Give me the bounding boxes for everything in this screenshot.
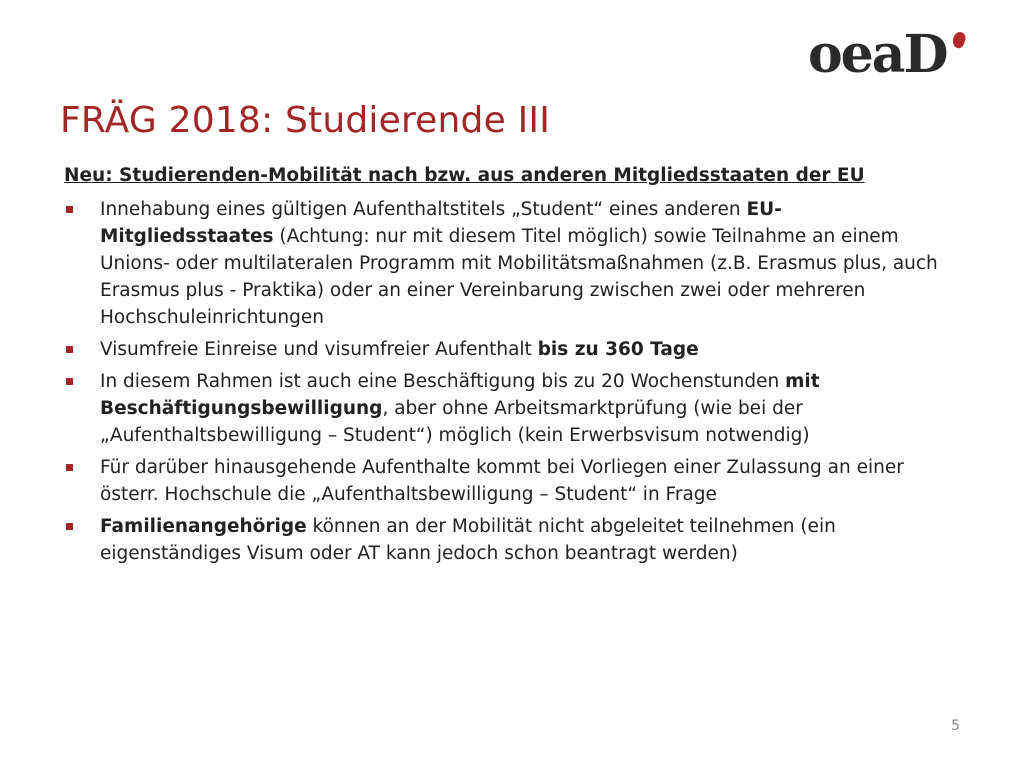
bullet-item [64,454,954,508]
bullet-list [64,196,954,567]
slide-content [64,162,954,572]
bullet-item [64,196,954,331]
logo-text: oeaD [808,24,947,85]
bullet-item [64,513,954,567]
square-bullet-icon [66,346,73,353]
bullet-bold-text: EU-Mitgliedsstaates [100,199,782,247]
bullet-text: Für darüber hinausgehende Aufenthalte kommt bei Vorliegen einer Zulassung an einer österr. Hochschule die „Aufenthaltsbewilligung – Student“ in Frage [100,457,904,505]
square-bullet-icon [66,464,73,471]
bullet-text: (Achtung: nur mit diesem Titel möglich) sowie Teilnahme an einem Unions- oder multilateralen Programm mit Mobilitätsmaßnahmen (z.B. Erasmus plus, auch Erasmus plus - Praktika) oder an einer Vereinbarung zwischen zwei oder mehreren Hochschuleinrichtungen [100,226,938,328]
bullet-bold-text: Familienangehörige [100,516,307,537]
bullet-text: Visumfreie Einreise und visumfreier Aufenthalt [100,339,538,360]
square-bullet-icon [66,378,73,385]
slide-subtitle: Neu: Studierenden-Mobilität nach bzw. aus anderen Mitgliedsstaaten der EU [64,165,865,186]
logo-mark-icon [950,30,967,49]
square-bullet-icon [66,206,73,213]
bullet-text: , aber ohne Arbeitsmarktprüfung (wie bei der „Aufenthaltsbewilligung – Student“) möglich (kein Erwerbsvisum notwendig) [100,398,810,446]
bullet-text: In diesem Rahmen ist auch eine Beschäftigung bis zu 20 Wochenstunden [100,371,786,392]
bullet-bold-text: bis zu 360 Tage [537,339,699,360]
page-number: 5 [951,718,960,734]
bullet-item [64,368,954,449]
square-bullet-icon [66,523,73,530]
bullet-bold-text: mit Beschäftigungsbewilligung [100,371,820,419]
oead-logo [808,24,965,85]
slide-title: FRÄG 2018: Studierende III [60,100,551,142]
bullet-text: können an der Mobilität nicht abgeleitet teilnehmen (ein eigenständiges Visum oder AT kann jedoch schon beantragt werden) [100,516,836,564]
bullet-text: Innehabung eines gültigen Aufenthaltstitels „Student“ eines anderen [100,199,747,220]
bullet-item [64,336,954,363]
